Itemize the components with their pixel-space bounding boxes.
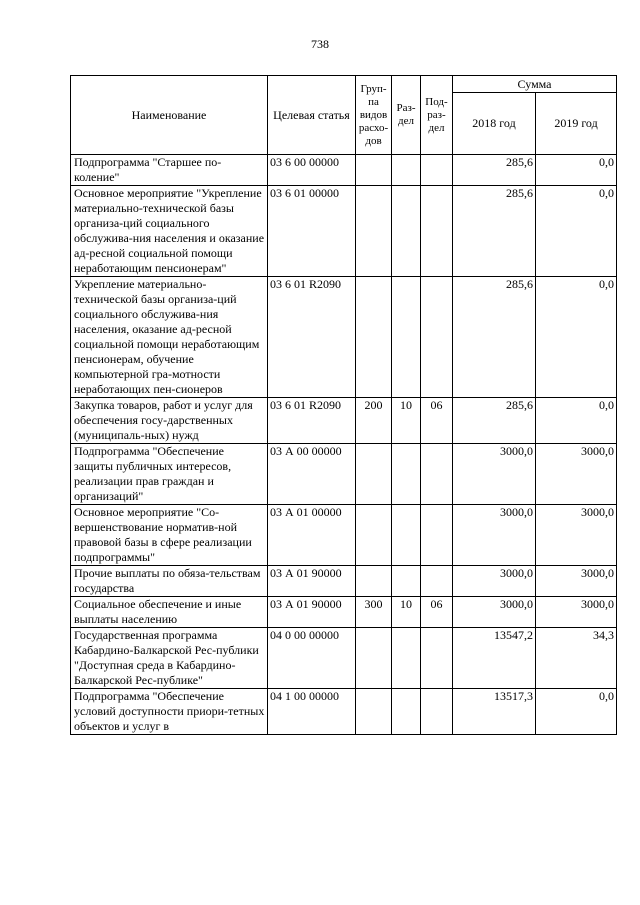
table-row [71, 505, 617, 566]
cell-target-code: 03 А 01 90000 [268, 597, 356, 628]
cell-name: Социальное обеспечение и иные выплаты населению [71, 597, 268, 628]
cell-group [356, 566, 392, 597]
cell-section: 10 [392, 597, 421, 628]
cell-target-code: 03 А 00 00000 [268, 444, 356, 505]
cell-subsection: 06 [421, 398, 453, 444]
cell-sum-2019: 0,0 [536, 398, 617, 444]
cell-subsection [421, 155, 453, 186]
cell-target-code: 03 6 01 R2090 [268, 277, 356, 398]
cell-sum-2018: 13547,2 [453, 628, 536, 689]
cell-sum-2018: 285,6 [453, 186, 536, 277]
cell-name: Подпрограмма "Старшее по-коление" [71, 155, 268, 186]
cell-section [392, 689, 421, 735]
cell-group: 300 [356, 597, 392, 628]
cell-target-code: 03 А 01 00000 [268, 505, 356, 566]
cell-subsection [421, 689, 453, 735]
cell-name: Основное мероприятие "Со-вершенствование норматив-ной правовой базы в сфере реализации подпрограммы" [71, 505, 268, 566]
cell-sum-2019: 0,0 [536, 277, 617, 398]
table-row [71, 186, 617, 277]
cell-group [356, 277, 392, 398]
cell-name: Укрепление материально-технической базы организа-ций социального обслужива-ния населения, оказание ад-ресной социальной помощи неработающим пенсионерам, обучение компьютерной гра-мотности неработающих пен-сионеров [71, 277, 268, 398]
cell-sum-2018: 13517,3 [453, 689, 536, 735]
cell-target-code: 03 А 01 90000 [268, 566, 356, 597]
table-header [71, 76, 617, 155]
cell-sum-2019: 0,0 [536, 689, 617, 735]
header-group: Груп-па видов расхо-дов [356, 76, 392, 155]
cell-sum-2018: 3000,0 [453, 597, 536, 628]
cell-group [356, 689, 392, 735]
header-name: Наименование [71, 76, 268, 155]
header-target: Целевая статья [268, 76, 356, 155]
cell-subsection [421, 505, 453, 566]
cell-subsection [421, 277, 453, 398]
cell-section [392, 628, 421, 689]
header-sum: Сумма [453, 76, 617, 93]
cell-section: 10 [392, 398, 421, 444]
table-row [71, 628, 617, 689]
cell-group [356, 155, 392, 186]
cell-sum-2018: 285,6 [453, 155, 536, 186]
table-row [71, 566, 617, 597]
cell-target-code: 03 6 00 00000 [268, 155, 356, 186]
cell-sum-2018: 285,6 [453, 277, 536, 398]
cell-name: Государственная программа Кабардино-Балкарской Рес-публики "Доступная среда в Кабардино-Балкарской Рес-публике" [71, 628, 268, 689]
cell-group [356, 628, 392, 689]
cell-target-code: 04 0 00 00000 [268, 628, 356, 689]
table-row [71, 277, 617, 398]
budget-table [70, 75, 617, 735]
cell-section [392, 186, 421, 277]
cell-group: 200 [356, 398, 392, 444]
header-section: Раз-дел [392, 76, 421, 155]
cell-sum-2019: 34,3 [536, 628, 617, 689]
cell-section [392, 505, 421, 566]
cell-section [392, 155, 421, 186]
cell-subsection [421, 566, 453, 597]
cell-target-code: 03 6 01 00000 [268, 186, 356, 277]
cell-target-code: 04 1 00 00000 [268, 689, 356, 735]
table-row [71, 398, 617, 444]
table-row [71, 444, 617, 505]
table-row [71, 689, 617, 735]
cell-subsection [421, 628, 453, 689]
cell-sum-2019: 3000,0 [536, 566, 617, 597]
cell-target-code: 03 6 01 R2090 [268, 398, 356, 444]
header-2019: 2019 год [536, 93, 617, 155]
cell-group [356, 186, 392, 277]
cell-sum-2018: 3000,0 [453, 566, 536, 597]
cell-sum-2019: 3000,0 [536, 444, 617, 505]
table-row [71, 597, 617, 628]
cell-sum-2019: 0,0 [536, 186, 617, 277]
header-subsection: Под-раз-дел [421, 76, 453, 155]
cell-sum-2018: 3000,0 [453, 444, 536, 505]
cell-name: Закупка товаров, работ и услуг для обеспечения госу-дарственных (муниципаль-ных) нужд [71, 398, 268, 444]
cell-sum-2018: 285,6 [453, 398, 536, 444]
table-body [71, 155, 617, 735]
cell-sum-2018: 3000,0 [453, 505, 536, 566]
cell-sum-2019: 3000,0 [536, 597, 617, 628]
cell-group [356, 444, 392, 505]
cell-subsection [421, 186, 453, 277]
header-2018: 2018 год [453, 93, 536, 155]
cell-name: Подпрограмма "Обеспечение защиты публичных интересов, реализации прав граждан и организаций" [71, 444, 268, 505]
cell-sum-2019: 0,0 [536, 155, 617, 186]
cell-section [392, 566, 421, 597]
table-row [71, 155, 617, 186]
cell-name: Подпрограмма "Обеспечение условий доступности приори-тетных объектов и услуг в [71, 689, 268, 735]
cell-name: Основное мероприятие "Укрепление материально-технической базы организа-ций социального обслужива-ния населения и оказание ад-ресной социальной помощи неработающим пенсионерам" [71, 186, 268, 277]
cell-group [356, 505, 392, 566]
cell-name: Прочие выплаты по обяза-тельствам государства [71, 566, 268, 597]
cell-subsection [421, 444, 453, 505]
cell-section [392, 277, 421, 398]
cell-sum-2019: 3000,0 [536, 505, 617, 566]
page-number: 738 [311, 37, 329, 51]
cell-section [392, 444, 421, 505]
cell-subsection: 06 [421, 597, 453, 628]
